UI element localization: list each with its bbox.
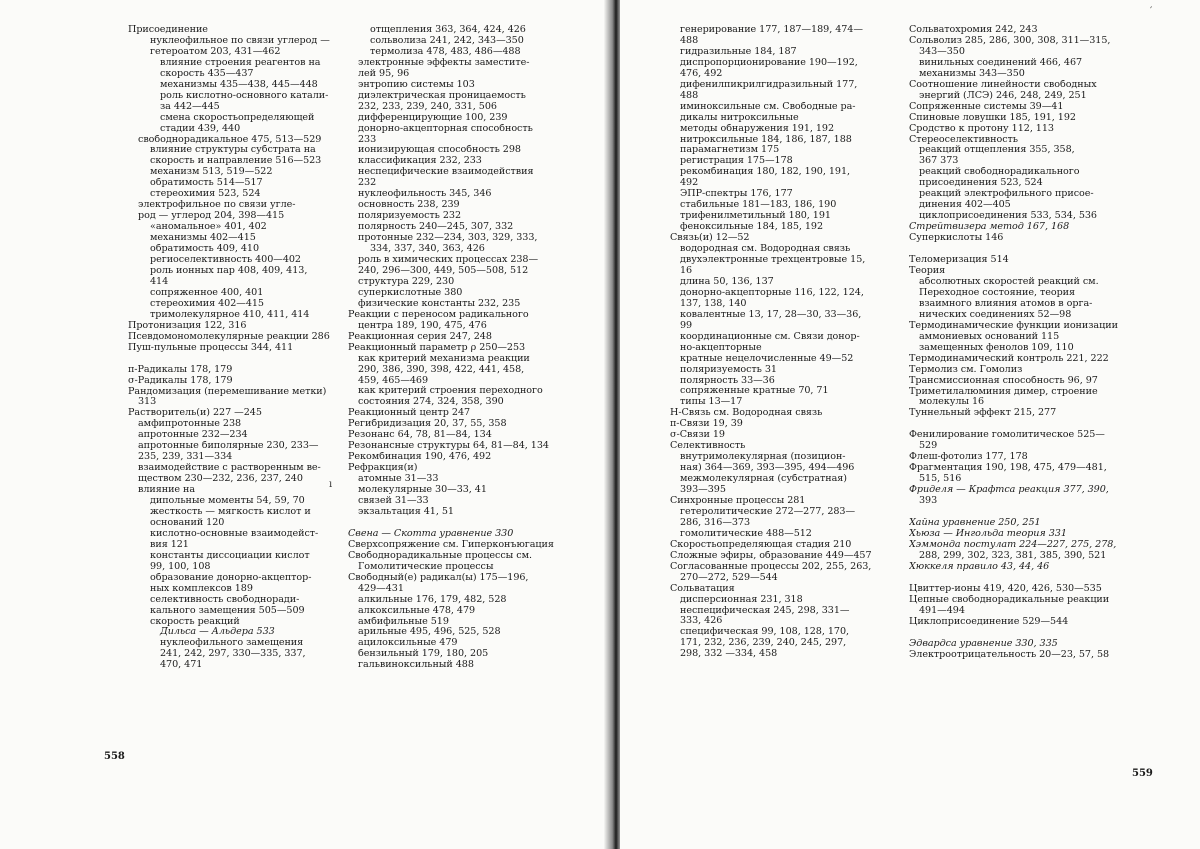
index-entry: Термодинамические функции ионизации [909, 320, 1118, 331]
index-subentry: протонные 232—234, 303, 329, 333, [358, 233, 538, 244]
index-subentry: дифенилпикрилгидразильный 177, [680, 79, 858, 90]
section-gap [909, 628, 1163, 639]
index-subentry: 492 [680, 178, 699, 189]
index-subentry: скорость и направление 516—523 [150, 156, 322, 167]
index-subentry: неспецифическая 245, 298, 331— [680, 605, 850, 616]
index-subentry: реакций отщепления 355, 358, [919, 145, 1075, 156]
index-entry: Стрейтвизера метод 167, 168 [909, 222, 1070, 233]
index-entry: Термолиз см. Гомолиз [909, 364, 1023, 375]
index-subentry: 343—350 [919, 46, 965, 57]
index-subentry: феноксильные 184, 185, 192 [680, 222, 824, 233]
section-gap [128, 354, 350, 365]
index-subentry: роль ионных пар 408, 409, 413, [150, 265, 308, 276]
index-subentry: термолиза 478, 483, 486—488 [370, 46, 521, 57]
index-subentry: полярность 33—36 [680, 375, 775, 386]
index-entry: Регибридизация 20, 37, 55, 358 [348, 419, 507, 430]
index-subentry: 488 [680, 90, 699, 101]
index-entry: Рекомбинация 190, 476, 492 [348, 452, 492, 463]
index-entry: Сольватация [670, 583, 735, 594]
index-subentry: роль в химических процессах 238— [358, 255, 539, 266]
index-subentry: стереохимия 402—415 [150, 298, 264, 309]
index-subentry: 290, 386, 390, 398, 422, 441, 458, [358, 364, 525, 375]
index-entry: Хэммонда постулат 224—227, 275, 278, [909, 539, 1117, 550]
index-subentry: электронные эффекты заместите- [358, 57, 530, 68]
index-entry: Суперкислоты 146 [909, 233, 1004, 244]
index-subentry: 171, 232, 236, 239, 240, 245, 297, [680, 638, 847, 649]
index-subentry: 488 [680, 35, 699, 46]
index-subentry: поляризуемость 232 [358, 211, 462, 222]
index-subentry: полярность 240—245, 307, 332 [358, 222, 514, 233]
index-subentry: энергий (ЛСЭ) 246, 248, 249, 251 [919, 90, 1087, 101]
index-subentry: атомные 31—33 [358, 474, 439, 485]
index-entry: Цвиттер-ионы 419, 420, 426, 530—535 [909, 583, 1102, 594]
index-subentry: как критерий механизма реакции [358, 353, 530, 364]
index-subentry: энтропию системы 103 [358, 79, 475, 90]
index-subentry: электрофильное по связи угле- [138, 200, 296, 211]
index-subentry: присоединения 523, 524 [919, 178, 1043, 189]
index-entry: Сверхсопряжение см. Гиперконъюгация [348, 539, 554, 550]
index-subentry: классификация 232, 233 [358, 156, 482, 167]
index-subentry: дикалы нитроксильные [680, 112, 799, 123]
index-subentry: взаимодействие с растворенным ве- [138, 463, 321, 474]
index-subentry: 232, 233, 239, 240, 331, 506 [358, 101, 497, 112]
index-subentry: свободнорадикальное 475, 513—529 [138, 134, 322, 145]
index-subentry: бензильный 179, 180, 205 [358, 649, 489, 660]
index-entry: Присоединение [128, 25, 208, 35]
index-subentry: гальвиноксильный 488 [358, 660, 474, 671]
index-entry: σ-Радикалы 178, 179 [128, 375, 233, 386]
index-entry: Псевдомономолекулярные реакции 286 [128, 331, 330, 342]
index-subentry: структура 229, 230 [358, 276, 455, 287]
index-subentry: 393—395 [680, 485, 726, 496]
index-subentry: алкильные 176, 179, 482, 528 [358, 594, 507, 605]
index-subentry: типы 13—17 [680, 397, 743, 408]
index-entry: Хайна уравнение 250, 251 [909, 518, 1041, 529]
index-entry: Термодинамический контроль 221, 222 [909, 353, 1109, 364]
index-subentry: 515, 516 [919, 474, 962, 485]
index-subentry: 334, 337, 340, 363, 426 [370, 244, 485, 255]
index-subentry: водородная см. Водородная связь [680, 244, 851, 255]
index-entry: Сопряженные системы 39—41 [909, 101, 1064, 112]
index-subentry: молекулы 16 [919, 397, 985, 408]
index-subentry: длина 50, 136, 137 [680, 276, 774, 287]
index-entry: Хюккеля правило 43, 44, 46 [909, 561, 1050, 572]
index-entry: Соотношение линейности свободных [909, 79, 1097, 90]
index-entry: Реакционная серия 247, 248 [348, 331, 492, 342]
index-subentry: амфипротонные 238 [138, 419, 242, 430]
index-subentry: гетероатом 203, 431—462 [150, 46, 281, 57]
index-subentry: 414 [150, 276, 169, 287]
index-subentry: 16 [680, 265, 693, 276]
index-subentry: механизмы 402—415 [150, 233, 256, 244]
index-entry: Реакционный центр 247 [348, 408, 471, 419]
index-subentry: донорно-акцепторные 116, 122, 124, [680, 287, 864, 298]
index-subentry: апротонные биполярные 230, 233— [138, 441, 319, 452]
index-entry: Резонансные структуры 64, 81—84, 134 [348, 441, 549, 452]
index-subentry: гетеролитические 272—277, 283— [680, 506, 856, 517]
index-subentry: специфическая 99, 108, 128, 170, [680, 627, 850, 638]
right-page-column-2 [909, 25, 1163, 661]
index-subentry: замещенных фенолов 109, 110 [919, 342, 1074, 353]
index-subentry: диэлектрическая проницаемость [358, 90, 526, 101]
index-entry: Синхронные процессы 281 [670, 495, 806, 506]
index-subentry: ществом 230—232, 236, 237, 240 [138, 474, 303, 485]
index-entry: Реакции с переносом радикального [348, 309, 529, 320]
index-subentry: как критерий строения переходного [358, 386, 543, 397]
index-subentry: влияние строения реагентов на [160, 57, 321, 68]
index-subentry: род — углерод 204, 398—415 [138, 211, 285, 222]
index-subentry: 241, 242, 297, 330—335, 337, [160, 649, 306, 660]
index-subentry: молекулярные 30—33, 41 [358, 485, 487, 496]
right-page-column-1 [670, 25, 910, 660]
index-entry: Сольватохромия 242, 243 [909, 25, 1038, 35]
index-entry: Пуш-пульные процессы 344, 411 [128, 342, 294, 353]
index-subentry: кального замещения 505—509 [150, 605, 305, 616]
index-entry: Реакционный параметр ρ 250—253 [348, 342, 526, 353]
index-subentry: поляризуемость 31 [680, 364, 777, 375]
right-page [620, 0, 1200, 849]
left-page-column-1 [128, 25, 350, 671]
index-entry: Сольволиз 285, 286, 300, 308, 311—315, [909, 35, 1111, 46]
index-subentry: вия 121 [150, 539, 189, 550]
index-entry: Свена — Скотта уравнение 330 [348, 528, 514, 539]
index-subentry: трифенилметильный 180, 191 [680, 211, 831, 222]
index-subentry: 288, 299, 302, 323, 381, 385, 390, 521 [919, 550, 1107, 561]
index-subentry: взаимного влияния атомов в орга- [919, 298, 1093, 309]
index-entry: Сродство к протону 112, 113 [909, 123, 1054, 134]
index-subentry: аммониевых оснований 115 [919, 331, 1060, 342]
left-page-number: 558 [104, 751, 125, 762]
index-entry: Фенилирование гомолитическое 525— [909, 430, 1105, 441]
index-entry: π-Связи 19, 39 [670, 419, 743, 430]
left-page-column-2 [348, 25, 586, 671]
index-subentry: Переходное состояние, теория [919, 287, 1076, 298]
index-entry: Протонизация 122, 316 [128, 320, 247, 331]
index-subentry: обратимость 514—517 [150, 178, 263, 189]
index-subentry: реакций свободнорадикального [919, 167, 1080, 178]
index-entry: Трансмиссионная способность 96, 97 [909, 375, 1098, 386]
index-subentry: арильные 495, 496, 525, 528 [358, 627, 501, 638]
index-subentry: сопряженное 400, 401 [150, 287, 264, 298]
index-entry: Свободнорадикальные процессы см. [348, 550, 532, 561]
index-subentry: отщепления 363, 364, 424, 426 [370, 25, 526, 35]
index-subentry: 333, 426 [680, 616, 723, 627]
index-subentry: ковалентные 13, 17, 28—30, 33—36, [680, 309, 862, 320]
index-subentry: лей 95, 96 [358, 68, 410, 79]
index-subentry: механизмы 435—438, 445—448 [160, 79, 318, 90]
index-subentry: методы обнаружения 191, 192 [680, 123, 835, 134]
index-entry: Хьюза — Ингольда теория 331 [909, 528, 1067, 539]
index-subentry: дисперсионная 231, 318 [680, 594, 803, 605]
index-entry: Электроотрицательность 20—23, 57, 58 [909, 649, 1110, 660]
index-subentry: винильных соединений 466, 467 [919, 57, 1083, 68]
index-entry: Связь(и) 12—52 [670, 233, 750, 244]
index-subentry: циклоприсоединения 533, 534, 536 [919, 211, 1097, 222]
index-subentry: влияние структуры субстрата на [150, 145, 316, 156]
index-subentry: центра 189, 190, 475, 476 [358, 320, 487, 331]
index-subentry: амбифильные 519 [358, 616, 449, 627]
index-subentry: 99, 100, 108 [150, 561, 211, 572]
index-entry: Флеш-фотолиз 177, 178 [909, 452, 1028, 463]
index-subentry: физические константы 232, 235 [358, 298, 521, 309]
index-entry: Согласованные процессы 202, 255, 263, [670, 561, 872, 572]
index-subentry: 137, 138, 140 [680, 298, 747, 309]
index-subentry: основность 238, 239 [358, 200, 460, 211]
index-subentry: рекомбинация 180, 182, 190, 191, [680, 167, 850, 178]
index-entry: Спиновые ловушки 185, 191, 192 [909, 112, 1076, 123]
index-subentry: скорость реакций [150, 616, 240, 627]
index-subentry: смена скоростьопределяющей [160, 112, 315, 123]
index-subentry: алкоксильные 478, 479 [358, 605, 476, 616]
index-entry: Свободный(е) радикал(ы) 175—196, [348, 572, 529, 583]
right-page-number: 559 [1132, 768, 1153, 779]
index-subentry: 491—494 [919, 605, 965, 616]
index-entry: Фрагментация 190, 198, 475, 479—481, [909, 463, 1107, 474]
index-subentry: Дильса — Альдера 533 [160, 627, 275, 638]
index-entry: Фриделя — Крафтса реакция 377, 390, [909, 485, 1109, 496]
index-subentry: 240, 296—300, 449, 505—508, 512 [358, 265, 529, 276]
index-subentry: связей 31—33 [358, 495, 429, 506]
index-entry: π-Радикалы 178, 179 [128, 364, 233, 375]
section-gap [909, 573, 1163, 584]
index-subentry: нуклеофильность 345, 346 [358, 189, 492, 200]
index-subentry: стабильные 181—183, 186, 190 [680, 200, 837, 211]
index-subentry: 313 [138, 397, 157, 408]
index-entry: Циклоприсоединение 529—544 [909, 616, 1069, 627]
index-entry: Теломеризация 514 [909, 255, 1009, 266]
index-subentry: жесткость — мягкость кислот и [150, 506, 311, 517]
index-subentry: за 442—445 [160, 101, 220, 112]
index-subentry: 99 [680, 320, 693, 331]
index-subentry: апротонные 232—234 [138, 430, 248, 441]
index-subentry: динения 402—405 [919, 200, 1011, 211]
index-subentry: 367 373 [919, 156, 959, 167]
index-subentry: 232 [358, 178, 377, 189]
index-subentry: межмолекулярная (субстратная) [680, 474, 847, 485]
index-subentry: механизмы 343—350 [919, 68, 1025, 79]
index-subentry: обратимость 409, 410 [150, 244, 260, 255]
index-subentry: нитроксильные 184, 186, 187, 188 [680, 134, 852, 145]
index-subentry: ЭПР-спектры 176, 177 [680, 189, 793, 200]
index-subentry: 393 [919, 496, 938, 507]
section-gap [348, 518, 586, 529]
index-subentry: ионизирующая способность 298 [358, 145, 521, 156]
index-subentry: Гомолитические процессы [358, 561, 494, 572]
index-subentry: механизм 513, 519—522 [150, 167, 273, 178]
index-entry: Триметилалюминия димер, строение [909, 386, 1098, 397]
index-entry: Цепные свободнорадикальные реакции [909, 594, 1110, 605]
index-subentry: диспропорционирование 190—192, [680, 57, 858, 68]
index-subentry: 459, 465—469 [358, 375, 429, 386]
index-subentry: дипольные моменты 54, 59, 70 [150, 496, 305, 507]
index-subentry: скорость 435—437 [160, 68, 254, 79]
index-subentry: гомолитические 488—512 [680, 528, 812, 539]
index-subentry: суперкислотные 380 [358, 287, 463, 298]
section-gap [909, 419, 1163, 430]
index-subentry: 429—431 [358, 583, 404, 594]
index-subentry: кратные нецелочисленные 49—52 [680, 353, 854, 364]
index-entry: Скоростьопределяющая стадия 210 [670, 539, 852, 550]
index-subentry: тримолекулярное 410, 411, 414 [150, 309, 310, 320]
index-subentry: нуклеофильное по связи углерод — [150, 35, 330, 46]
index-subentry: парамагнетизм 175 [680, 145, 780, 156]
index-subentry: двухэлектронные трехцентровые 15, [680, 255, 866, 266]
stray-mark: ′ [1150, 6, 1153, 17]
index-subentry: иминоксильные см. Свободные ра- [680, 101, 856, 112]
index-subentry: региоселективность 400—402 [150, 255, 301, 266]
index-entry: Резонанс 64, 78, 81—84, 134 [348, 430, 492, 441]
index-subentry: координационные см. Связи донор- [680, 331, 860, 342]
section-gap [909, 507, 1163, 518]
index-subentry: стадии 439, 440 [160, 123, 241, 134]
index-entry: σ-Связи 19 [670, 430, 725, 441]
index-entry: Растворитель(и) 227 —245 [128, 408, 262, 419]
index-subentry: 470, 471 [160, 660, 203, 671]
index-subentry: состояния 274, 324, 358, 390 [358, 397, 504, 408]
index-subentry: дифференцирующие 100, 239 [358, 112, 508, 123]
index-subentry: регистрация 175—178 [680, 156, 793, 167]
index-entry: Стереоселективность [909, 134, 1018, 145]
index-entry: Теория [909, 266, 946, 277]
index-subentry: 529 [919, 441, 938, 452]
index-entry: Селективность [670, 441, 746, 452]
index-subentry: донорно-акцепторная способность [358, 123, 533, 134]
index-entry: Сложные эфиры, образование 449—457 [670, 550, 872, 561]
index-subentry: 298, 332 —334, 458 [680, 649, 778, 660]
index-entry: Н-Связь см. Водородная связь [670, 408, 823, 419]
index-subentry: роль кислотно-основного катали- [160, 90, 329, 101]
index-subentry: образование донорно-акцептор- [150, 572, 312, 583]
index-subentry: 476, 492 [680, 68, 723, 79]
index-subentry: экзальтация 41, 51 [358, 506, 454, 517]
index-subentry: гидразильные 184, 187 [680, 46, 797, 57]
index-subentry: ная) 364—369, 393—395, 494—496 [680, 463, 855, 474]
index-subentry: сопряженные кратные 70, 71 [680, 386, 829, 397]
index-subentry: влияние на [138, 485, 196, 496]
index-entry: Эдвардса уравнение 330, 335 [909, 638, 1058, 649]
stray-mark: ı [329, 479, 333, 490]
index-subentry: селективность свободноради- [150, 594, 300, 605]
index-subentry: сольволиза 241, 242, 343—350 [370, 35, 524, 46]
index-subentry: ных комплексов 189 [150, 583, 253, 594]
index-subentry: неспецифические взаимодействия [358, 167, 534, 178]
index-subentry: «аномальное» 401, 402 [150, 222, 267, 233]
section-gap [909, 244, 1163, 255]
index-subentry: реакций электрофильного присое- [919, 189, 1094, 200]
index-subentry: но-акцепторные [680, 342, 762, 353]
index-subentry: 233 [358, 134, 377, 145]
index-subentry: 286, 316—373 [680, 517, 751, 528]
index-subentry: константы диссоциации кислот [150, 550, 310, 561]
index-entry: Рефракция(и) [348, 463, 418, 474]
index-subentry: 270—272, 529—544 [680, 572, 778, 583]
index-subentry: стереохимия 523, 524 [150, 189, 261, 200]
index-entry: Туннельный эффект 215, 277 [909, 408, 1057, 419]
index-subentry: оснований 120 [150, 517, 225, 528]
index-subentry: 235, 239, 331—334 [138, 452, 233, 463]
index-subentry: нических соединениях 52—98 [919, 309, 1072, 320]
index-subentry: кислотно-основные взаимодейст- [150, 528, 319, 539]
index-subentry: генерирование 177, 187—189, 474— [680, 25, 863, 35]
index-subentry: абсолютных скоростей реакций см. [919, 276, 1099, 287]
index-subentry: нуклеофильного замещения [160, 638, 304, 649]
index-subentry: внутримолекулярная (позицион- [680, 452, 846, 463]
index-subentry: ацилоксильные 479 [358, 638, 458, 649]
index-entry: Рандомизация (перемешивание метки) [128, 386, 327, 397]
